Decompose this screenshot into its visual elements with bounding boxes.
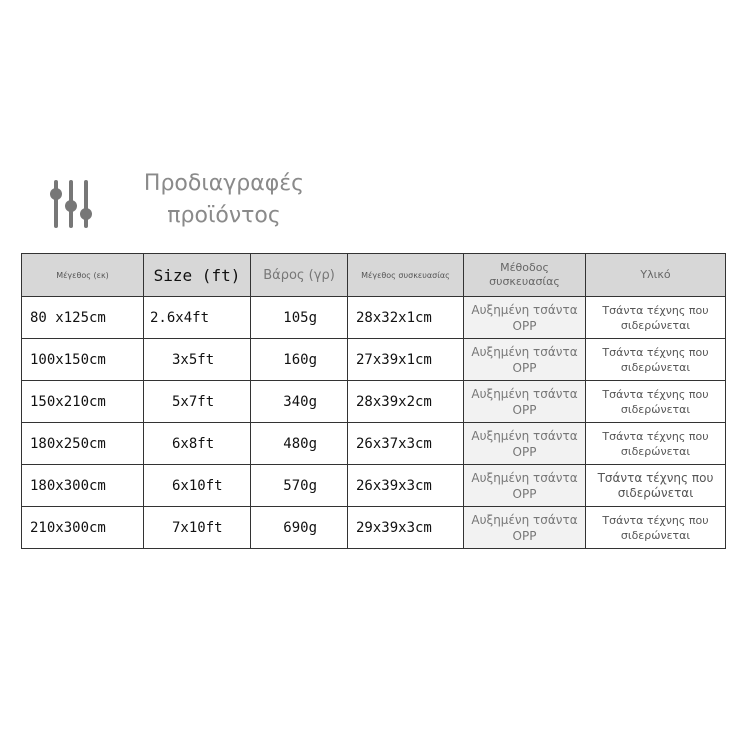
cell-material: Τσάντα τέχνης που σιδερώνεται (586, 297, 726, 339)
cell-size-ft: 7x10ft (144, 507, 251, 549)
header-weight: Βάρος (γρ) (251, 254, 348, 297)
cell-size-ft: 5x7ft (144, 381, 251, 423)
header-package-method: Μέθοδος συσκευασίας (464, 254, 586, 297)
cell-size-cm: 180x250cm (22, 423, 144, 465)
cell-size-ft: 6x10ft (144, 465, 251, 507)
cell-weight: 340g (251, 381, 348, 423)
cell-package-size: 28x39x2cm (348, 381, 464, 423)
cell-weight: 690g (251, 507, 348, 549)
cell-package-size: 29x39x3cm (348, 507, 464, 549)
cell-size-ft: 3x5ft (144, 339, 251, 381)
cell-package-method: Αυξημένη τσάντα OPP (464, 465, 586, 507)
table-row (22, 381, 726, 423)
cell-package-method: Αυξημένη τσάντα OPP (464, 423, 586, 465)
cell-package-method: Αυξημένη τσάντα OPP (464, 507, 586, 549)
cell-size-cm: 80 x125cm (22, 297, 144, 339)
spec-heading (46, 168, 346, 238)
cell-package-method: Αυξημένη τσάντα OPP (464, 297, 586, 339)
header-size-cm: Μέγεθος (εκ) (22, 254, 144, 297)
cell-size-cm: 100x150cm (22, 339, 144, 381)
table-header-row (22, 254, 726, 297)
cell-weight: 570g (251, 465, 348, 507)
spec-table (21, 253, 726, 549)
cell-package-size: 26x37x3cm (348, 423, 464, 465)
cell-package-method: Αυξημένη τσάντα OPP (464, 381, 586, 423)
cell-package-size: 27x39x1cm (348, 339, 464, 381)
cell-material: Τσάντα τέχνης που σιδερώνεται (586, 507, 726, 549)
cell-package-size: 26x39x3cm (348, 465, 464, 507)
cell-size-ft: 2.6x4ft (144, 297, 251, 339)
cell-package-method: Αυξημένη τσάντα OPP (464, 339, 586, 381)
cell-size-cm: 210x300cm (22, 507, 144, 549)
cell-material: Τσάντα τέχνης που σιδερώνεται (586, 339, 726, 381)
cell-material: Τσάντα τέχνης που σιδερώνεται (586, 423, 726, 465)
header-package-size: Μέγεθος συσκευασίας (348, 254, 464, 297)
table-row (22, 423, 726, 465)
table-row (22, 297, 726, 339)
cell-size-ft: 6x8ft (144, 423, 251, 465)
sliders-icon (46, 178, 96, 230)
cell-material: Τσάντα τέχνης που σιδερώνεται (586, 381, 726, 423)
table-row (22, 465, 726, 507)
spec-title-line1: Προδιαγραφές (143, 171, 305, 196)
cell-weight: 480g (251, 423, 348, 465)
table-row (22, 339, 726, 381)
cell-weight: 105g (251, 297, 348, 339)
cell-material: Τσάντα τέχνης που σιδερώνεται (586, 465, 726, 507)
table-row (22, 507, 726, 549)
header-size-ft: Size (ft) (144, 254, 251, 297)
spec-title-line2: προϊόντος (167, 203, 281, 228)
cell-package-size: 28x32x1cm (348, 297, 464, 339)
cell-weight: 160g (251, 339, 348, 381)
spec-title (104, 168, 344, 232)
header-material: Υλικό (586, 254, 726, 297)
cell-size-cm: 150x210cm (22, 381, 144, 423)
cell-size-cm: 180x300cm (22, 465, 144, 507)
